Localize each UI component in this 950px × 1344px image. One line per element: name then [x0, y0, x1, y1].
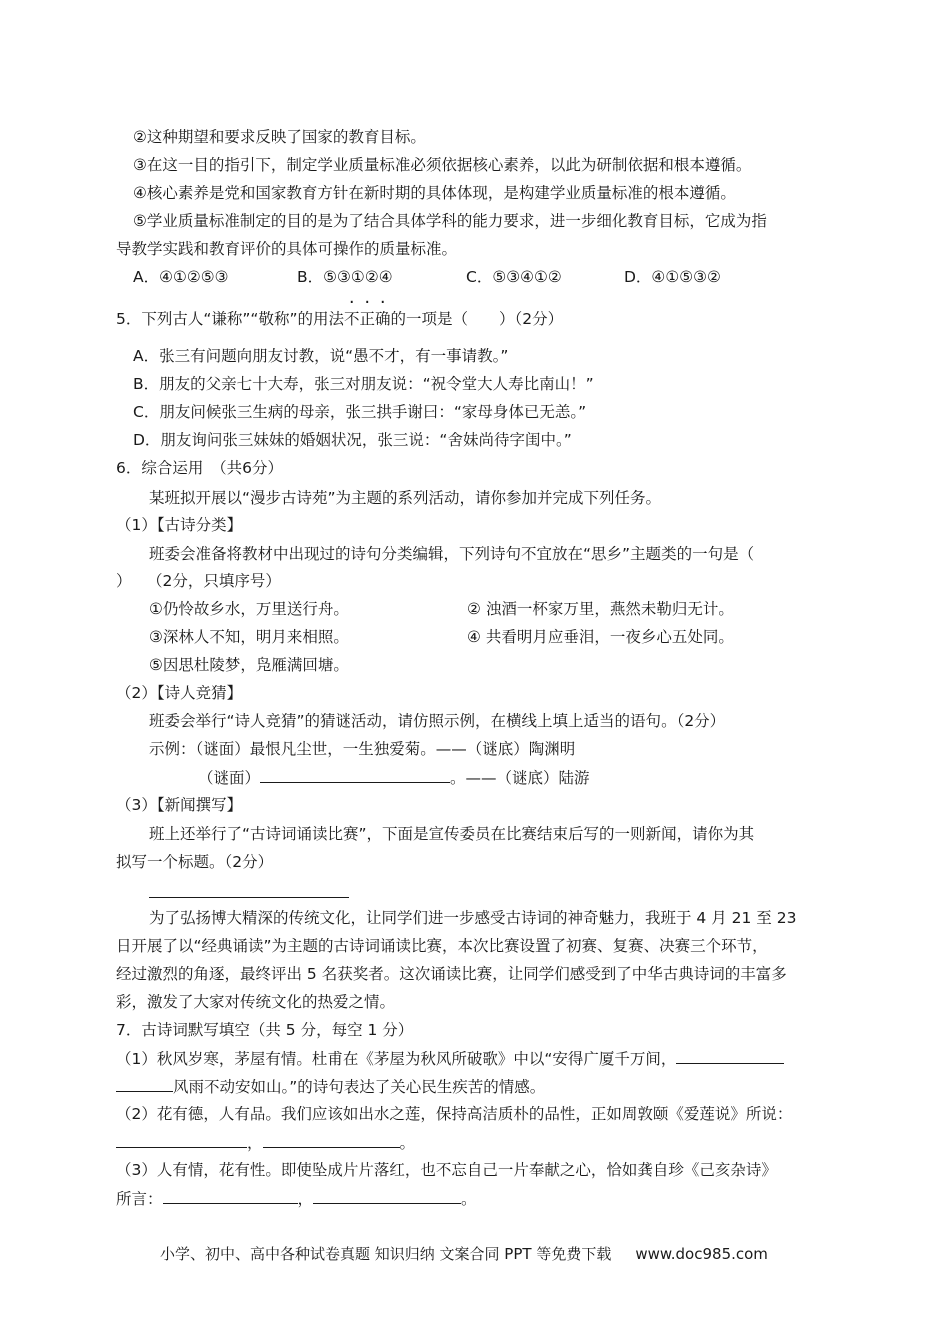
- q7-line-2: [116, 1075, 545, 1098]
- q7-line-4: [116, 1131, 415, 1154]
- q4-option-c: C．⑤③④①②: [466, 268, 562, 286]
- q7-line-2-text: 风雨不动安如山。”的诗句表达了关心民生疾苦的情感。: [173, 1078, 546, 1096]
- footer-site-link[interactable]: www.doc985.com: [635, 1245, 768, 1263]
- q5-emphasis-text: [344, 310, 391, 328]
- emphasis-char: 不: [343, 310, 360, 328]
- q7-line-1: [116, 1047, 784, 1070]
- q4-option-d: D．④①⑤③②: [624, 268, 721, 286]
- emphasis-char: 确: [375, 310, 391, 328]
- q5-option-d: D．朋友询问张三妹妹的婚姻状况，张三说：“舍妹尚待字闺中。”: [133, 431, 572, 449]
- headline-answer-blank[interactable]: [149, 897, 349, 898]
- q7-end-1: 。: [399, 1134, 416, 1152]
- q4-option-a: A．④①②⑤③: [133, 268, 229, 286]
- q4-sentence-3: ③在这一目的指引下，制定学业质量标准必须依据核心素养，以此为研制依据和根本遵循。: [133, 156, 752, 174]
- q5-stem-emphasis: [344, 310, 391, 328]
- q6-part1-title: （1）【古诗分类】: [116, 516, 243, 534]
- q7-line-6: [116, 1187, 477, 1210]
- q6-part2-example: 示例：（谜面）最恨凡尘世，一生独爱菊。——（谜底）陶渊明: [149, 740, 576, 758]
- q7-line-1-text: （1）秋风岁寒，茅屋有情。杜甫在《茅屋为秋风所破歌》中以“安得广厦千万间，: [116, 1050, 677, 1068]
- q6-poem-3: ③深林人不知，明月来相照。: [149, 628, 349, 646]
- q6-news-line-1: 为了弘扬博大精深的传统文化，让同学们进一步感受古诗词的神奇魅力，我班于 4 月 21 至 23: [149, 909, 797, 927]
- q6-news-line-3: 经过激烈的角逐，最终评出 5 名获奖者。这次诵读比赛，让同学们感受到了中华古典诗词的丰富多: [116, 965, 787, 983]
- q6-part2-title: （2）【诗人竞猜】: [116, 684, 243, 702]
- q7-separator-1: ，: [247, 1134, 263, 1152]
- q6-poem-5: ⑤因思杜陵梦，凫雁满回塘。: [149, 656, 349, 674]
- q6-news-line-2: 日开展了以“经典诵读”为主题的古诗词诵读比赛，本次比赛设置了初赛、复赛、决赛三个环节，: [116, 937, 768, 955]
- q7-blank-3b[interactable]: [313, 1187, 461, 1204]
- q6-part3-title: （3）【新闻撰写】: [116, 796, 243, 814]
- emphasis-char: 正: [359, 310, 376, 328]
- q7-line-5: （3）人有情，花有性。即使坠成片片落红，也不忘自己一片奉献之心，恰如龚自珍《己亥杂诗》: [116, 1161, 777, 1179]
- q7-line-3: （2）花有德，人有品。我们应该如出水之莲，保持高洁质朴的品性，正如周敦颐《爱莲说》所说：: [116, 1105, 793, 1123]
- q6-poem-1: ①仍怜故乡水，万里送行舟。: [149, 600, 349, 618]
- q4-sentence-4: ④核心素养是党和国家教育方针在新时期的具体体现，是构建学业质量标准的根本遵循。: [133, 184, 736, 202]
- footer-text: 小学、初中、高中各种试卷真题 知识归纳 文案合同 PPT 等免费下载: [160, 1245, 612, 1263]
- q6-part3-text-b: 拟写一个标题。（2分）: [116, 853, 274, 871]
- q5-option-a: A．张三有问题向朋友讨教，说“愚不才，有一事请教。”: [133, 347, 509, 365]
- riddle-answer-blank[interactable]: [260, 766, 450, 783]
- q7-blank-1b[interactable]: [116, 1075, 173, 1092]
- q7-blank-2a[interactable]: [116, 1131, 247, 1148]
- q6-news-line-4: 彩，激发了大家对传统文化的热爱之情。: [116, 993, 396, 1011]
- q4-sentence-5b: 导教学实践和教育评价的具体可操作的质量标准。: [116, 240, 458, 258]
- q6-part2-question: [198, 766, 590, 789]
- q6-poem-2: ② 浊酒一杯家万里，燕然未勒归无计。: [467, 600, 734, 618]
- q5-option-b: B．朋友的父亲七十大寿，张三对朋友说：“祝令堂大人寿比南山！”: [133, 375, 594, 393]
- q6-part1-text-b: ） （2分，只填序号）: [116, 572, 281, 590]
- q4-sentence-5a: ⑤学业质量标准制定的目的是为了结合具体学科的能力要求，进一步细化教育目标，它成为指: [133, 212, 767, 230]
- q7-title: 7．古诗词默写填空（共 5 分，每空 1 分）: [116, 1021, 414, 1039]
- q6-part2-question-post: 。——（谜底）陆游: [450, 769, 590, 787]
- q7-blank-1a[interactable]: [676, 1047, 784, 1064]
- q7-separator-2: ，: [297, 1190, 314, 1208]
- q6-intro: 某班拟开展以“漫步古诗苑”为主题的系列活动，请你参加并完成下列任务。: [149, 489, 662, 507]
- q7-blank-2b[interactable]: [263, 1131, 400, 1148]
- q4-sentence-2: ②这种期望和要求反映了国家的教育目标。: [133, 128, 426, 146]
- q5-stem: [116, 308, 563, 330]
- q4-option-b: B．⑤③①②④: [297, 268, 393, 286]
- q6-part2-question-pre: （谜面）: [198, 769, 261, 787]
- q6-part3-text-a: 班上还举行了“古诗词诵读比赛”，下面是宣传委员在比赛结束后写的一则新闻，请你为其: [149, 825, 755, 843]
- q5-stem-post: 的一项是（ ）（2分）: [390, 310, 564, 328]
- q6-part1-text-a: 班委会准备将教材中出现过的诗句分类编辑，下列诗句不宜放在“思乡”主题类的一句是（: [149, 545, 755, 563]
- q6-title: 6．综合运用 （共6分）: [116, 459, 283, 477]
- q6-poem-4: ④ 共看明月应垂泪，一夜乡心五处同。: [467, 628, 734, 646]
- q6-part2-text: 班委会举行“诗人竞猜”的猜谜活动，请仿照示例，在横线上填上适当的语句。（2分）: [149, 712, 726, 730]
- q5-stem-pre: 5．下列古人“谦称”“敬称”的用法: [116, 310, 344, 328]
- q7-end-2: 。: [461, 1190, 477, 1208]
- page-footer: [160, 1244, 768, 1264]
- q7-blank-3a[interactable]: [163, 1187, 298, 1204]
- q7-line-6-text: 所言：: [116, 1190, 163, 1208]
- q5-option-c: C．朋友问候张三生病的母亲，张三拱手谢曰：“家母身体已无恙。”: [133, 403, 587, 421]
